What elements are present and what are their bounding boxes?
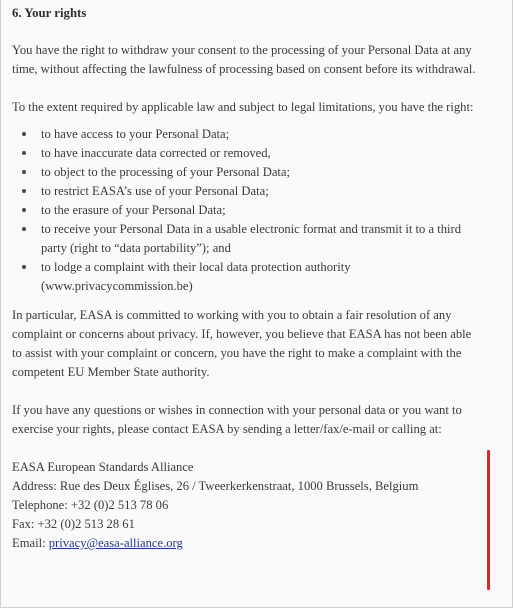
contact-email-label: Email:	[12, 536, 49, 550]
contact-email-row	[12, 534, 484, 553]
bullet-icon	[22, 151, 26, 155]
list-item	[22, 163, 484, 182]
bullet-icon	[22, 132, 26, 136]
rights-list	[12, 125, 484, 296]
bullet-icon	[22, 208, 26, 212]
withdraw-consent-paragraph: You have the right to withdraw your consent to the processing of your Personal Data at any time, without affecting the lawfulness of processing based on consent before its withdrawal.	[12, 43, 476, 76]
contact-organization: EASA European Standards Alliance	[12, 460, 194, 474]
list-item	[22, 144, 484, 163]
complaint-paragraph: In particular, EASA is committed to working with you to obtain a fair resolution of any complaint or concerns about privacy. If, however, you believe that EASA has not been able to assist with your complaint or concern, you have the right to make a complaint with the competent EU Member State authority.	[12, 308, 472, 379]
right-access: to have access to your Personal Data;	[41, 127, 230, 141]
bullet-icon	[22, 170, 26, 174]
email-link[interactable]: privacy@easa-alliance.org	[48, 536, 183, 550]
right-portability: to receive your Personal Data in a usable electronic format and transmit it to a third party (right to “data portability”); and	[41, 222, 461, 255]
rights-intro-paragraph: To the extent required by applicable law and subject to legal limitations, you have the right:	[12, 100, 474, 114]
bullet-icon	[22, 227, 26, 231]
contact-block	[12, 458, 484, 553]
annotation-marker	[487, 450, 490, 590]
bullet-icon	[22, 189, 26, 193]
questions-paragraph: If you have any questions or wishes in connection with your personal data or you want to exercise your rights, please contact EASA by sending a letter/fax/e-mail or calling at:	[12, 403, 462, 436]
right-rectification: to have inaccurate data corrected or removed,	[41, 146, 271, 160]
contact-fax: Fax: +32 (0)2 513 28 61	[12, 517, 135, 531]
contact-address: Address: Rue des Deux Églises, 26 / Tweerkerkenstraat, 1000 Brussels, Belgium	[12, 479, 419, 493]
list-item	[22, 258, 484, 296]
list-item	[22, 182, 484, 201]
right-complaint: to lodge a complaint with their local data protection authority (www.privacycommission.be)	[41, 260, 351, 293]
list-item	[22, 220, 484, 258]
list-item	[22, 125, 484, 144]
list-item	[22, 201, 484, 220]
bullet-icon	[22, 265, 26, 269]
contact-telephone: Telephone: +32 (0)2 513 78 06	[12, 498, 169, 512]
right-erasure: to the erasure of your Personal Data;	[41, 203, 226, 217]
section-heading: 6. Your rights	[12, 6, 87, 20]
right-restrict: to restrict EASA’s use of your Personal Data;	[41, 184, 269, 198]
right-object: to object to the processing of your Personal Data;	[41, 165, 291, 179]
rights-section	[12, 4, 484, 553]
